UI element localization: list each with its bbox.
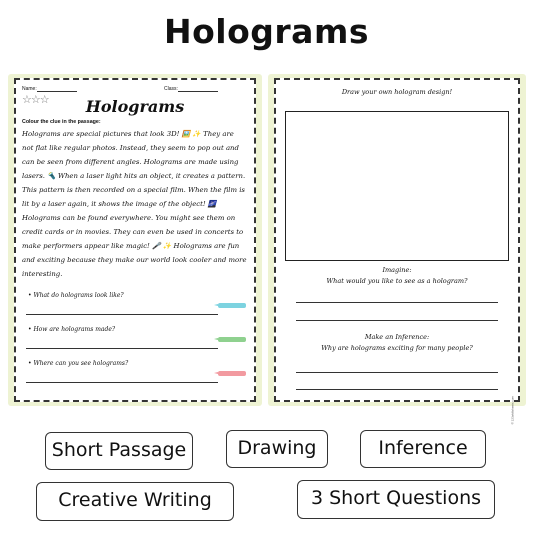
copyright-text: © 123skillsheets.com [510, 396, 514, 425]
inference-question: Why are holograms exciting for many people? [321, 344, 473, 352]
passage-line: credit cards or in movies. They can even be used in concerts to [22, 228, 244, 236]
crayon-icon [218, 303, 246, 308]
rating-stars-icon: ☆☆☆ [22, 94, 49, 106]
answer-line[interactable] [296, 320, 498, 321]
tag-inference: Inference [360, 430, 486, 468]
passage-line: not flat like regular photos. Instead, they seem to pop out and [22, 144, 239, 152]
tag-creative-writing: Creative Writing [36, 482, 234, 521]
class-label: Class: [164, 86, 178, 92]
name-label: Name: [22, 86, 37, 92]
class-field [164, 86, 218, 92]
drawing-box[interactable] [285, 111, 509, 261]
question-text: • How are holograms made? [28, 326, 116, 333]
class-underline [178, 87, 218, 92]
passage-line: and exciting because they make our world look cooler and more [22, 256, 247, 264]
name-underline [37, 87, 77, 92]
tag-short-passage: Short Passage [45, 432, 193, 470]
answer-line[interactable] [296, 302, 498, 303]
passage-line: lit by a laser again, it shows the image of the object! 🌌 [22, 200, 217, 208]
passage [22, 127, 248, 281]
worksheet-title: Holograms [85, 97, 185, 116]
imagine-title: Imagine: [382, 266, 412, 274]
passage-line: lasers. 🔦 When a laser light hits an object, it creates a pattern. [22, 172, 246, 180]
passage-line: This pattern is then recorded on a special film. When the film is [22, 186, 245, 194]
question-item [22, 292, 248, 320]
tag-3-short-questions: 3 Short Questions [297, 480, 495, 519]
passage-worksheet [8, 74, 262, 406]
question-item [22, 326, 248, 354]
worksheet-paper [14, 78, 256, 402]
passage-line: Holograms are special pictures that look 3D! 🖼️ ✨ They are [22, 130, 234, 138]
imagine-section [276, 265, 518, 287]
question-item [22, 360, 248, 388]
question-text: • Where can you see holograms? [28, 360, 129, 367]
inference-title: Make an Inference: [364, 333, 430, 341]
answer-line[interactable] [26, 348, 218, 349]
passage-line: Holograms can be found everywhere. You might see them on [22, 214, 236, 222]
question-text: • What do holograms look like? [28, 292, 124, 299]
instruction-text: Colour the clue in the passage: [22, 119, 101, 125]
passage-line: make performers appear like magic! 🎤 ✨ Holograms are fun [22, 242, 240, 250]
imagine-question: What would you like to see as a hologram? [326, 277, 468, 285]
worksheet-paper [274, 78, 520, 425]
passage-line: can be seen from different angles. Holograms are made using [22, 158, 239, 166]
crayon-icon [218, 371, 246, 376]
page-title: Holograms [164, 12, 369, 51]
answer-line[interactable] [296, 372, 498, 373]
inference-section [276, 332, 518, 354]
crayon-icon [218, 337, 246, 342]
drawing-heading: Draw your own hologram design! [341, 88, 453, 96]
drawing-worksheet [268, 74, 526, 425]
name-field [22, 86, 77, 92]
tag-drawing: Drawing [226, 430, 328, 468]
answer-line[interactable] [26, 382, 218, 383]
passage-line: interesting. [22, 270, 63, 278]
answer-line[interactable] [26, 314, 218, 315]
answer-line[interactable] [296, 389, 498, 390]
